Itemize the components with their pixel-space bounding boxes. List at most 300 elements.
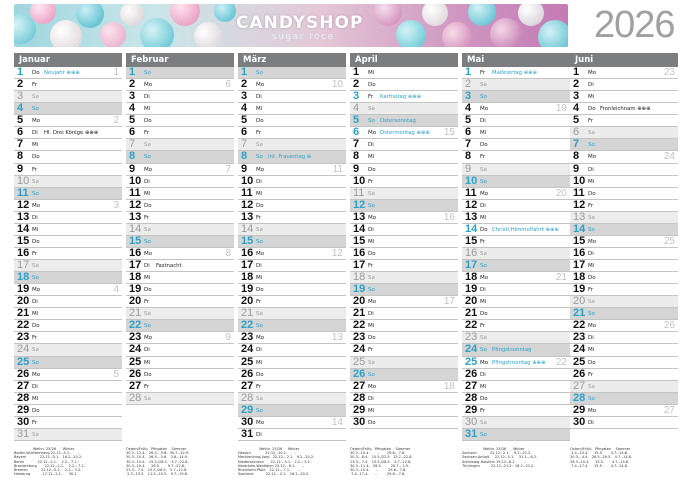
day-number: 28 bbox=[17, 391, 30, 404]
day-number: 11 bbox=[241, 186, 253, 199]
weekday-label: Mo bbox=[588, 154, 597, 161]
day-number: 1 bbox=[573, 66, 580, 78]
day-number: 19 bbox=[241, 283, 254, 296]
day-number: 25 bbox=[573, 355, 586, 368]
day-row bbox=[14, 429, 122, 441]
day-number: 26 bbox=[129, 367, 142, 380]
weekday-label: Fr bbox=[32, 166, 38, 173]
weekday-label: Mo bbox=[588, 323, 597, 330]
weekday-label: So bbox=[480, 263, 487, 269]
day-number: 14 bbox=[353, 222, 366, 235]
weekday-label: Fr bbox=[256, 214, 262, 221]
day-number: 2 bbox=[465, 78, 472, 91]
day-number: 2 bbox=[17, 78, 24, 91]
day-number: 15 bbox=[241, 234, 254, 247]
day-number: 27 bbox=[129, 379, 142, 392]
holiday-table-block: Ostern/Frühj. Pfingsten Sommer 30.3.–11.4. 26.5.– 5.6. 30.7.–12.9. 30.3.–10.4. 26.5.– 5.6. 3.8.–14.9. 30.3.–10.4. 15.5./26.5. 9.7.–22.8. 30.3.–10.4. 26.5. 9.7.–22.8. 23.3.– 7.4. 15.5./26.5. 2.7.–12.8. 2.3.–13.3. 11.5.–15.5. 9.7.–19.8. bbox=[126, 447, 190, 477]
day-number: 16 bbox=[17, 246, 30, 259]
weekday-label: Di bbox=[32, 299, 38, 306]
day-number: 3 bbox=[353, 90, 360, 103]
day-number: 1 bbox=[353, 66, 360, 78]
day-number: 4 bbox=[573, 102, 580, 115]
day-number: 2 bbox=[241, 78, 248, 91]
weekday-label: Di bbox=[256, 347, 262, 354]
weekday-label: So bbox=[588, 142, 595, 149]
weekday-label: Sa bbox=[480, 82, 487, 89]
brand-tagline: sugar roce bbox=[272, 32, 335, 42]
school-holidays-table bbox=[14, 447, 680, 481]
day-number: 3 bbox=[129, 90, 136, 103]
holiday-label: Int. Frauentag ⊕ bbox=[268, 154, 312, 161]
weekday-label: Fr bbox=[480, 407, 486, 414]
weekday-label: Di bbox=[32, 383, 38, 390]
year-title: 2026 bbox=[594, 4, 675, 46]
day-number: 17 bbox=[465, 259, 478, 271]
day-number: 3 bbox=[241, 90, 248, 103]
day-number: 11 bbox=[353, 186, 365, 199]
holiday-table-block: Weihn. 25/26 Winter Sachsen 22.12.–2.1. 9.2.–21.2. Sachsen-Anhalt 22.12.–5.1. 31.1.– 6.2. Schleswig-Holstein 19.12.–6.1. – Thüringen 22.12.–21.2. 16.2.–21.2. bbox=[462, 447, 538, 468]
day-number: 11 bbox=[129, 186, 141, 199]
day-number: 13 bbox=[17, 210, 30, 223]
day-number: 24 bbox=[465, 343, 478, 356]
day-number: 17 bbox=[17, 259, 30, 271]
day-number: 30 bbox=[573, 415, 586, 428]
weekday-label: So bbox=[480, 347, 487, 354]
day-number: 8 bbox=[129, 150, 136, 163]
day-number: 4 bbox=[17, 102, 24, 115]
weekday-label: So bbox=[32, 359, 39, 366]
week-number: 18 bbox=[443, 380, 455, 392]
day-number: 27 bbox=[573, 379, 586, 392]
day-number: 18 bbox=[573, 271, 586, 284]
weekday-label: So bbox=[144, 70, 151, 76]
day-number: 5 bbox=[353, 114, 360, 127]
day-number: 24 bbox=[573, 343, 586, 356]
day-number: 8 bbox=[353, 150, 360, 163]
weekday-label: Do bbox=[32, 323, 40, 330]
weekday-label: Do bbox=[368, 82, 376, 89]
weekday-label: So bbox=[32, 275, 39, 282]
month-column-mai bbox=[462, 53, 570, 441]
day-number: 29 bbox=[573, 403, 586, 416]
weekday-label: Di bbox=[144, 263, 150, 269]
day-number: 18 bbox=[241, 271, 254, 284]
week-number: 3 bbox=[113, 199, 119, 211]
day-number: 12 bbox=[129, 198, 142, 211]
day-number: 11 bbox=[573, 186, 585, 199]
weekday-label: Mi bbox=[588, 347, 595, 354]
day-number: 10 bbox=[129, 174, 142, 187]
weekday-label: Do bbox=[256, 118, 264, 125]
weekday-label: Do bbox=[144, 287, 152, 294]
day-number: 7 bbox=[241, 138, 248, 151]
weekday-label: Do bbox=[588, 275, 596, 282]
week-number: 14 bbox=[331, 416, 343, 428]
day-number: 7 bbox=[465, 138, 472, 151]
weekday-label: Mi bbox=[588, 94, 595, 101]
weekday-label: Fr bbox=[480, 154, 486, 161]
day-number: 17 bbox=[573, 259, 586, 271]
weekday-label: Mo bbox=[256, 166, 265, 173]
weekday-label: Di bbox=[32, 130, 38, 137]
weekday-label: Mo bbox=[144, 82, 153, 89]
weekday-label: Mo bbox=[32, 371, 41, 378]
week-number: 26 bbox=[663, 320, 675, 332]
weekday-label: So bbox=[256, 407, 263, 414]
weekday-label: Mo bbox=[480, 359, 489, 366]
candy-ball bbox=[374, 4, 402, 26]
weekday-label: Fr bbox=[588, 371, 594, 378]
day-row bbox=[350, 417, 458, 429]
day-number: 25 bbox=[465, 355, 478, 368]
weekday-label: Do bbox=[32, 154, 40, 161]
weekday-label: So bbox=[480, 431, 487, 438]
holiday-label: Karfreitag ⊕⊕⊕ bbox=[380, 94, 422, 101]
weekday-label: Do bbox=[32, 238, 40, 245]
holiday-table-block: Ostern/Frühj. Pfingsten Sommer 3.4.–10.4. 15.5. 4.7.–14.8. 30.3.– 4.4. 26.5.–29.5. 4.7.–14.8. 26.3.–10.4. 15.5. 4.7.–15.8. 7.4.–17.4. 15.5. 4.7.–14.8. bbox=[570, 447, 633, 468]
weekday-label: Fr bbox=[32, 335, 38, 342]
holiday-table-block: Ostern/Frühj. Pfingsten Sommer 30.3.–10.4. – 29.6.– 7.8. 30.3.– 8.4. 15.5./22.5. 13.7.–22.8. 23.3.– 7.4. 15.5./26.5. 2.7.–12.8. 30.3.–11.4. 26.5. 20.7.– 1.9. 30.3.–10.4. – 29.6.– 7.8. 7.4.–17.4. – 29.6.– 7.8. bbox=[350, 447, 413, 477]
holiday-label: Hl. Drei Könige ⊕⊕⊕ bbox=[44, 130, 99, 137]
weekday-label: Do bbox=[588, 106, 596, 113]
day-number: 8 bbox=[465, 150, 472, 163]
day-number: 1 bbox=[129, 66, 136, 78]
day-number: 28 bbox=[465, 391, 478, 404]
day-number: 24 bbox=[241, 343, 254, 356]
day-number: 23 bbox=[353, 331, 366, 344]
month-column-februar bbox=[126, 53, 234, 405]
day-number: 24 bbox=[353, 343, 366, 356]
day-number: 18 bbox=[129, 271, 142, 284]
day-number: 22 bbox=[573, 319, 586, 332]
weekday-label: Mi bbox=[588, 178, 595, 185]
day-number: 28 bbox=[353, 391, 366, 404]
weekday-label: Do bbox=[368, 250, 376, 257]
month-header: Januar bbox=[14, 53, 122, 67]
day-number: 6 bbox=[573, 126, 580, 139]
weekday-label: Fr bbox=[588, 287, 594, 294]
weekday-label: So bbox=[256, 70, 263, 76]
candy-ball bbox=[490, 18, 522, 47]
day-number: 30 bbox=[465, 415, 478, 428]
day-number: 30 bbox=[17, 415, 30, 428]
day-number: 29 bbox=[241, 403, 254, 416]
day-number: 5 bbox=[465, 114, 472, 127]
weekday-label: Mo bbox=[256, 250, 265, 257]
weekday-label: Do bbox=[480, 142, 488, 149]
day-row bbox=[238, 429, 346, 441]
weekday-label: Fr bbox=[480, 238, 486, 245]
day-number: 26 bbox=[241, 367, 254, 380]
day-number: 22 bbox=[465, 319, 478, 332]
weekday-label: Do bbox=[480, 226, 488, 233]
candy-ball bbox=[170, 4, 200, 26]
weekday-label: Di bbox=[256, 263, 262, 269]
day-number: 28 bbox=[241, 391, 254, 404]
holiday-label: Ostersonntag bbox=[380, 118, 416, 125]
weekday-label: So bbox=[32, 190, 39, 197]
day-number: 6 bbox=[241, 126, 248, 139]
day-number: 16 bbox=[241, 246, 254, 259]
weekday-label: Sa bbox=[256, 142, 263, 149]
weekday-label: Fr bbox=[480, 70, 486, 76]
day-number: 20 bbox=[465, 295, 478, 308]
weekday-label: Mo bbox=[480, 190, 489, 197]
day-number: 3 bbox=[573, 90, 580, 103]
week-number: 13 bbox=[331, 332, 343, 344]
day-number: 22 bbox=[17, 319, 30, 332]
holiday-table-block: Weihn. 25/26 Winter Baden-Württemberg 22.12.–5.1. – Bayern 22.12.–5.1. 16.2.–20.2. Berlin 22.12.–2.1. 2.2.– 7.2. Brandenburg 22.12.–2.1. 2.2.– 7.2. Bremen 22.12.–5.1. 2.2.– 3.2. Hamburg 17.12.–2.1. 30.1. bbox=[14, 447, 85, 477]
day-row bbox=[462, 429, 570, 441]
weekday-label: Fr bbox=[256, 299, 262, 306]
day-number: 25 bbox=[129, 355, 142, 368]
day-number: 9 bbox=[465, 162, 472, 175]
day-number: 9 bbox=[573, 162, 580, 175]
day-number: 17 bbox=[241, 259, 254, 271]
weekday-label: Fr bbox=[144, 299, 150, 306]
weekday-label: Mo bbox=[588, 70, 597, 76]
day-number: 13 bbox=[465, 210, 478, 223]
candy-ball bbox=[518, 4, 544, 26]
day-number: 31 bbox=[465, 427, 478, 440]
week-number: 21 bbox=[555, 272, 567, 284]
day-number: 6 bbox=[465, 126, 472, 139]
weekday-label: Sa bbox=[32, 431, 39, 438]
day-number: 10 bbox=[465, 174, 478, 187]
weekday-label: So bbox=[368, 202, 375, 209]
day-number: 21 bbox=[17, 307, 30, 320]
weekday-label: Fr bbox=[256, 130, 262, 137]
day-number: 13 bbox=[573, 210, 586, 223]
holiday-label: Neujahr ⊕⊕⊕ bbox=[44, 70, 80, 76]
day-number: 9 bbox=[129, 162, 136, 175]
day-number: 1 bbox=[465, 66, 472, 78]
weekday-label: Di bbox=[144, 347, 150, 354]
day-number: 18 bbox=[465, 271, 478, 284]
month-header: Juni bbox=[570, 53, 678, 67]
day-number: 15 bbox=[465, 234, 478, 247]
weekday-label: Mi bbox=[256, 275, 263, 282]
day-number: 6 bbox=[353, 126, 360, 139]
week-number: 20 bbox=[555, 187, 567, 199]
day-number: 26 bbox=[573, 367, 586, 380]
candy-ball bbox=[30, 4, 56, 24]
weekday-label: Sa bbox=[480, 250, 487, 257]
weekday-label: So bbox=[588, 395, 595, 402]
day-number: 4 bbox=[353, 102, 360, 115]
weekday-label: Mi bbox=[32, 226, 39, 233]
day-number: 30 bbox=[353, 415, 366, 428]
day-number: 26 bbox=[17, 367, 30, 380]
weekday-label: Do bbox=[256, 371, 264, 378]
week-number: 8 bbox=[225, 247, 231, 259]
weekday-label: Mo bbox=[144, 335, 153, 342]
day-number: 29 bbox=[17, 403, 30, 416]
weekday-label: Do bbox=[256, 202, 264, 209]
weekday-label: Do bbox=[480, 311, 488, 318]
day-number: 12 bbox=[465, 198, 478, 211]
day-number: 15 bbox=[573, 234, 586, 247]
weekday-label: Di bbox=[588, 82, 594, 89]
weekday-label: Fr bbox=[32, 82, 38, 89]
week-number: 5 bbox=[113, 368, 119, 380]
day-number: 25 bbox=[353, 355, 366, 368]
weekday-label: Mi bbox=[256, 359, 263, 366]
day-number: 2 bbox=[129, 78, 136, 91]
weekday-label: Sa bbox=[144, 395, 151, 402]
day-number: 13 bbox=[241, 210, 254, 223]
day-number: 5 bbox=[573, 114, 580, 127]
day-number: 1 bbox=[241, 66, 248, 78]
weekday-label: Di bbox=[480, 371, 486, 378]
weekday-label: Mo bbox=[588, 238, 597, 245]
weekday-label: Mi bbox=[256, 106, 263, 113]
candy-ball bbox=[100, 22, 126, 47]
weekday-label: Sa bbox=[368, 275, 375, 282]
weekday-label: Sa bbox=[368, 106, 375, 113]
day-number: 9 bbox=[353, 162, 360, 175]
day-number: 17 bbox=[353, 259, 366, 271]
weekday-label: So bbox=[588, 226, 595, 233]
day-number: 24 bbox=[129, 343, 142, 356]
week-number: 23 bbox=[663, 67, 675, 78]
weekday-label: Do bbox=[144, 371, 152, 378]
weekday-label: So bbox=[256, 238, 263, 245]
candy-ball bbox=[422, 4, 448, 26]
candy-ball bbox=[538, 20, 568, 47]
day-number: 6 bbox=[129, 126, 136, 139]
weekday-label: Sa bbox=[368, 359, 375, 366]
weekday-label: Sa bbox=[256, 311, 263, 318]
weekday-label: Mi bbox=[32, 395, 39, 402]
day-number: 30 bbox=[241, 415, 254, 428]
day-number: 25 bbox=[241, 355, 254, 368]
day-number: 14 bbox=[465, 222, 478, 235]
day-number: 12 bbox=[353, 198, 366, 211]
week-number: 9 bbox=[225, 332, 231, 344]
day-number: 22 bbox=[129, 319, 142, 332]
day-number: 16 bbox=[353, 246, 366, 259]
brand-logo: CANDYSHOP bbox=[236, 13, 364, 33]
weekday-label: Di bbox=[588, 166, 594, 173]
holiday-label: Fronleichnam ⊕⊕⊕ bbox=[600, 106, 651, 113]
weekday-label: Do bbox=[32, 407, 40, 414]
month-header: April bbox=[350, 53, 458, 67]
weekday-label: Sa bbox=[588, 299, 595, 306]
weekday-label: So bbox=[256, 154, 263, 161]
weekday-label: Fr bbox=[32, 250, 38, 257]
weekday-label: Fr bbox=[144, 214, 150, 221]
weekday-label: Sa bbox=[144, 226, 151, 233]
day-number: 4 bbox=[129, 102, 136, 115]
weekday-label: So bbox=[144, 238, 151, 245]
day-number: 5 bbox=[17, 114, 24, 127]
weekday-label: Sa bbox=[588, 383, 595, 390]
day-number: 15 bbox=[129, 234, 142, 247]
day-number: 14 bbox=[573, 222, 586, 235]
weekday-label: Mi bbox=[368, 238, 375, 245]
week-number: 19 bbox=[555, 103, 567, 115]
day-number: 19 bbox=[465, 283, 478, 296]
weekday-label: Sa bbox=[32, 94, 39, 101]
day-number: 6 bbox=[17, 126, 24, 139]
day-number: 16 bbox=[129, 246, 142, 259]
day-number: 14 bbox=[17, 222, 30, 235]
week-number: 4 bbox=[113, 284, 119, 296]
week-number: 2 bbox=[113, 115, 119, 127]
weekday-label: Di bbox=[480, 287, 486, 294]
weekday-label: Do bbox=[588, 359, 596, 366]
candy-ball bbox=[140, 18, 174, 47]
candy-ball bbox=[50, 20, 82, 47]
weekday-label: Di bbox=[588, 419, 594, 426]
day-number: 10 bbox=[573, 174, 586, 187]
week-number: 10 bbox=[331, 79, 343, 91]
candy-ball bbox=[442, 22, 472, 47]
day-number: 10 bbox=[353, 174, 366, 187]
week-number: 11 bbox=[332, 163, 343, 175]
weekday-label: Sa bbox=[480, 419, 487, 426]
weekday-label: Sa bbox=[32, 347, 39, 354]
day-number: 12 bbox=[17, 198, 30, 211]
day-number: 16 bbox=[573, 246, 586, 259]
weekday-label: Di bbox=[368, 226, 374, 233]
day-number: 23 bbox=[465, 331, 478, 344]
weekday-label: Mi bbox=[144, 359, 151, 366]
candy-ball bbox=[396, 20, 426, 47]
week-number: 12 bbox=[331, 247, 343, 259]
holiday-label: Ostermontag ⊕⊕⊕ bbox=[380, 130, 430, 137]
day-number: 29 bbox=[465, 403, 478, 416]
weekday-label: Fr bbox=[144, 383, 150, 390]
day-number: 14 bbox=[129, 222, 142, 235]
weekday-label: Di bbox=[588, 250, 594, 257]
day-number: 8 bbox=[241, 150, 248, 163]
weekday-label: Mo bbox=[256, 335, 265, 342]
day-number: 27 bbox=[241, 379, 254, 392]
week-number: 15 bbox=[443, 127, 455, 139]
day-number: 22 bbox=[353, 319, 366, 332]
day-number: 5 bbox=[129, 114, 136, 127]
week-number: 22 bbox=[555, 356, 567, 368]
weekday-label: Di bbox=[368, 395, 374, 402]
week-number: 24 bbox=[663, 151, 675, 163]
candy-ball bbox=[194, 22, 222, 47]
weekday-label: Do bbox=[368, 166, 376, 173]
day-number: 1 bbox=[17, 66, 24, 78]
day-number: 23 bbox=[17, 331, 30, 344]
day-number: 3 bbox=[17, 90, 24, 103]
holiday-label: Maifeiertag ⊕⊕⊕ bbox=[492, 70, 538, 76]
day-number: 7 bbox=[573, 138, 580, 151]
weekday-label: Fr bbox=[32, 419, 38, 426]
weekday-label: Do bbox=[588, 190, 596, 197]
weekday-label: Di bbox=[368, 142, 374, 149]
weekday-label: Sa bbox=[32, 178, 39, 185]
day-number: 19 bbox=[573, 283, 586, 296]
day-number: 14 bbox=[241, 222, 254, 235]
day-number: 3 bbox=[465, 90, 472, 103]
day-number: 19 bbox=[17, 283, 30, 296]
weekday-label: Mi bbox=[144, 190, 151, 197]
day-number: 23 bbox=[241, 331, 254, 344]
day-number: 20 bbox=[17, 295, 30, 308]
holiday-label: Pfingstsonntag bbox=[492, 347, 532, 354]
weekday-label: Di bbox=[256, 431, 262, 438]
weekday-label: Mo bbox=[144, 250, 153, 257]
month-column-april bbox=[350, 53, 458, 429]
candy-ball bbox=[120, 4, 144, 26]
